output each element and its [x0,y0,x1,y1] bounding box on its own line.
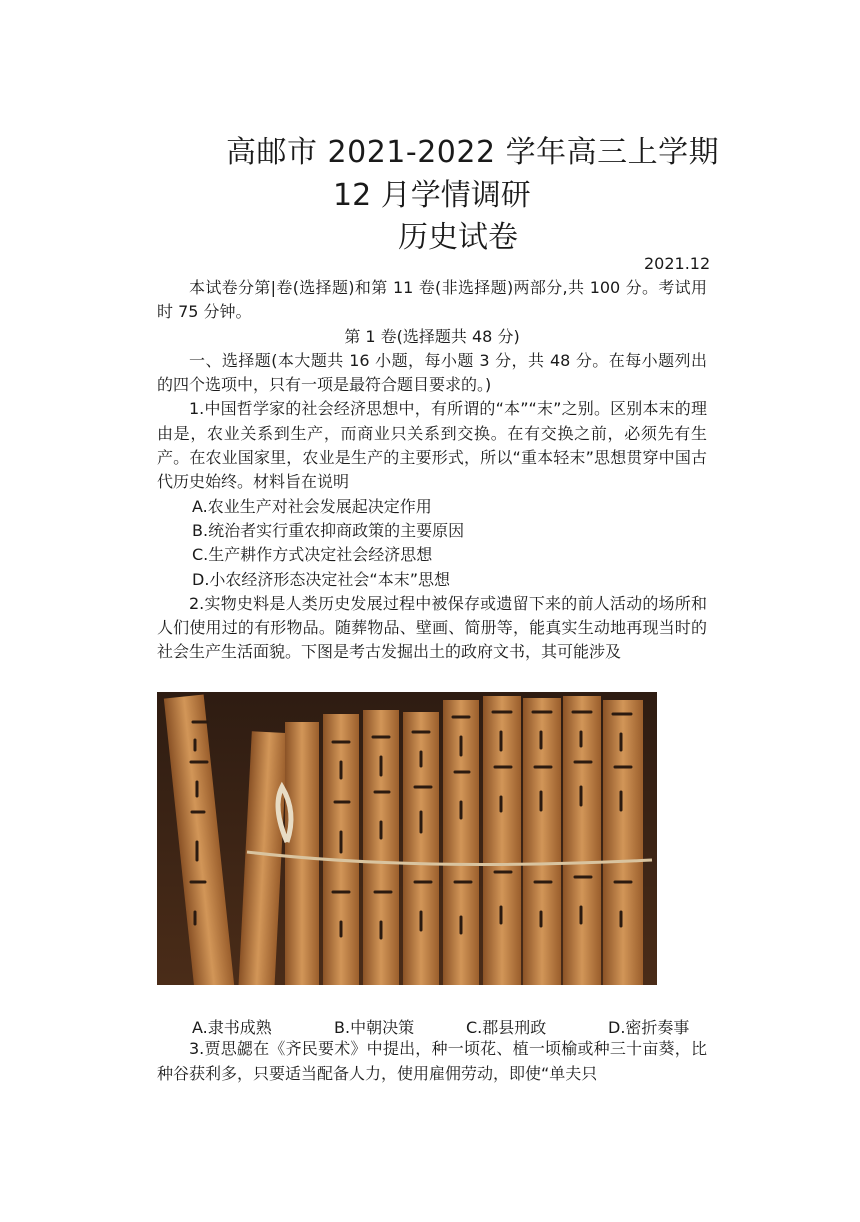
question-3-stem: 3.贾思勰在《齐民要术》中提出，种一顷花、植一顷榆或种三十亩葵，比种谷获利多，只要适当配备人力，使用雇佣劳动，即使“单夫只 [157,1039,707,1083]
question-1-option-c: C.生产耕作方式决定社会经济思想 [192,545,433,565]
question-2-option-c: C.郡县刑政 [466,1018,547,1037]
question-1-option-a: A.农业生产对社会发展起决定作用 [192,496,432,516]
question-2-option-b: B.中朝决策 [334,1018,415,1037]
exam-date: 2021.12 [644,254,711,273]
bamboo-slips-photo [157,692,657,985]
question-1-option-d: D.小农经济形态决定社会“本末”思想 [192,569,450,589]
exam-body-continued [157,1037,707,1086]
question-2-option-d: D.密折奏事 [608,1018,690,1037]
title-line-3: 历史试卷 [398,220,518,255]
section-heading: 第 1 卷(选择题共 48 分) [344,326,520,346]
title-line-2: 12 月学情调研 [333,178,531,213]
question-2-option-a: A.隶书成熟 [192,1018,272,1037]
question-2-stem: 2.实物史料是人类历史发展过程中被保存或遗留下来的前人活动的场所和人们使用过的有形物品。随葬物品、壁画、简册等，能真实生动地再现当时的社会生产生活面貌。下图是考古发掘出土的政府文书，其可能涉及 [157,593,707,662]
exam-body [157,276,707,665]
question-1-option-b: B.统治者实行重农抑商政策的主要原因 [192,520,465,540]
instructions: 本试卷分第|卷(选择题)和第 11 卷(非选择题)两部分,共 100 分。考试用时 75 分钟。 [157,278,707,322]
bamboo-slips-illustration [157,692,657,985]
part-description: 一、选择题(本大题共 16 小题，每小题 3 分，共 48 分。在每小题列出的四个选项中，只有一项是最符合题目要求的。) [157,350,707,395]
title-line-1: 高邮市 2021-2022 学年高三上学期 [226,135,720,170]
question-1-stem: 1.中国哲学家的社会经济思想中，有所谓的“本”“末”之别。区别本末的理由是，农业关系到生产，而商业只关系到交换。在有交换之前，必须先有生产。在农业国家里，农业是生产的主要形式，所以“重本轻末”思想贯穿中国古代历史始终。材料旨在说明 [157,399,707,492]
